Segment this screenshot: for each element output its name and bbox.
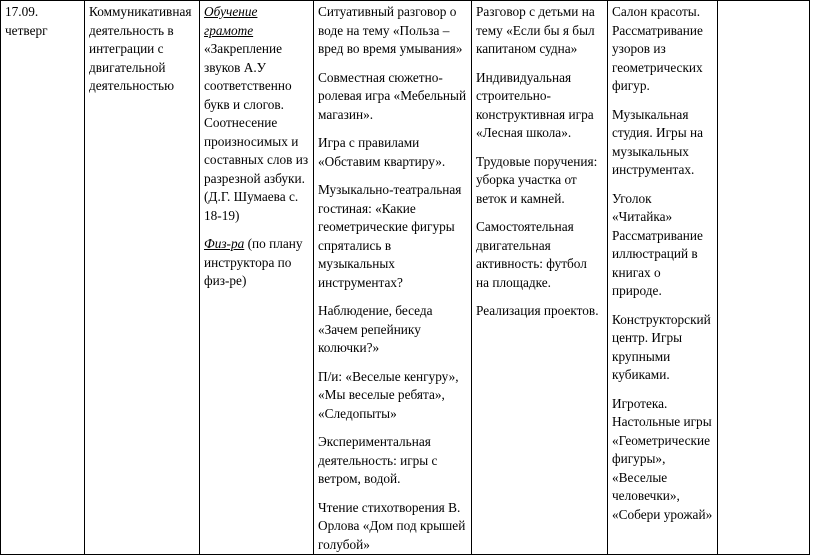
list-item: Чтение стихотворения В. Орлова «Дом под крышей голубой»: [318, 499, 466, 552]
list-item: Экспериментальная деятельность: игры с ветром, водой.: [318, 434, 438, 486]
list-item: Реализация проектов.: [476, 303, 599, 318]
date: 17.09.: [5, 4, 39, 19]
lesson-text: «Закрепление звуков А.У соответственно букв и слогов. Соотнесение произносимых и составных слов из разрезной азбуки. (Д.Г. Шумаева с. 18-19): [204, 41, 309, 223]
pe-title: Физ-ра: [204, 236, 245, 251]
list-item: Игра с правилами «Обставим квартиру».: [318, 135, 446, 169]
list-item: Индивидуальная строительно-конструктивная игра «Лесная школа».: [476, 69, 594, 140]
list-item: Игротека. Настольные игры «Геометрические фигуры», «Веселые человечки», «Собери урожай»: [612, 395, 713, 522]
table-row: [1, 1, 810, 555]
list-item: Разговор с детьми на тему «Если бы я был капитаном судна»: [476, 4, 595, 56]
activity-area-cell: [85, 1, 200, 555]
date-cell: [1, 1, 85, 555]
list-item: Совместная сюжетно-ролевая игра «Мебельный магазин».: [318, 69, 467, 122]
list-item: Трудовые поручения: уборка участка от веток и камней.: [476, 153, 598, 206]
list-item: Салон красоты. Рассматривание узоров из геометрических фигур.: [612, 4, 703, 93]
list-item: Наблюдение, беседа «Зачем репейнику колючки?»: [318, 303, 433, 355]
list-item: Уголок «Читайка» Рассматривание иллюстраций в книгах о природе.: [612, 190, 703, 298]
notes-cell: [718, 1, 810, 555]
lesson-cell: [200, 1, 314, 555]
individual-work-cell: [472, 1, 608, 555]
environment-cell: [608, 1, 718, 555]
list-item: Музыкальная студия. Игры на музыкальных инструментах.: [612, 106, 703, 177]
weekday: четверг: [5, 22, 48, 38]
list-item: Самостоятельная двигательная активность: футбол на площадке.: [476, 219, 587, 290]
list-item: Ситуативный разговор о воде на тему «Польза – вред во время умывания»: [318, 4, 463, 56]
lesson-title: Обучение грамоте: [204, 4, 258, 38]
pe-text: (по плану инструктора по физ-ре): [204, 236, 303, 288]
list-item: П/и: «Веселые кенгуру», «Мы веселые ребята», «Следопыты»: [318, 368, 459, 421]
group-activities-cell: [314, 1, 472, 555]
list-item: Конструкторский центр. Игры крупными кубиками.: [612, 311, 711, 382]
list-item: Музыкально-театральная гостиная: «Какие геометрические фигуры спрятались в музыкальных инструментах?: [318, 182, 462, 290]
activity-area: Коммуникативная деятельность в интеграции с двигательной деятельностью: [89, 4, 192, 93]
